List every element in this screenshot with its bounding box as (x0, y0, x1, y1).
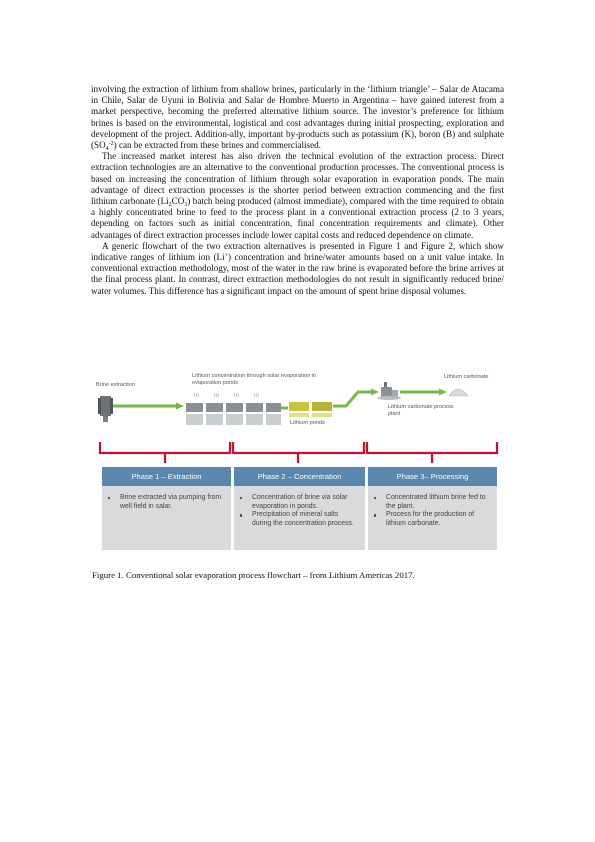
flowchart-figure (92, 364, 506, 554)
evaporation-icon (194, 393, 259, 397)
phase-1-title: Phase 1 – Extraction (102, 467, 231, 486)
phase-3-box (368, 467, 497, 550)
label-lithium-carbonate: Lithium carbonate (444, 374, 489, 380)
brine-flow-arrow (113, 403, 184, 410)
list-item: Concentrated lithium brine fed to the plant. (374, 494, 491, 511)
carbonate-flow-arrow (400, 389, 447, 396)
paragraph-3: A generic flowchart of the two extraction alternatives is presented in Figure 1 and Figure 2, which show indicative ranges of lithium ion (Li+) concentration and brine/water amounts based on a unit value intake. In conventional extraction methodology, most of the water in the raw brine is evaporated before the brine arrives at the final process plant. In contrast, direct extraction methodologies do not result in significantly reduced brine/ water volumes. This difference has a significant impact on the amount of spent brine disposal volumes. (91, 240, 504, 296)
label-brine-extraction: Brine extraction (96, 382, 135, 388)
phase-1-list (108, 494, 225, 511)
body-text (91, 84, 504, 297)
evaporation-ponds (186, 403, 281, 425)
phase-2-title: Phase 2 – Concentration (234, 467, 365, 486)
lithium-ponds (289, 402, 332, 417)
label-solar-concentration: Lithium concentration through solar evaporation in evaporation ponds (192, 373, 317, 386)
phase-brackets (100, 442, 497, 463)
figure-caption: Figure 1. Conventional solar evaporation process flowchart – from Lithium Americas 2017. (92, 570, 415, 580)
paragraph-1: involving the extraction of lithium from shallow brines, particularly in the ‘lithium triangle’ – Salar de Atacama in Chile, Salar de Uyuni in Bolivia and Salar de Hombre Muerto in Argentina – have gained interest from a market perspective, becoming the preferred alternative lithium source. The investor’s preference for lithium brines is based on the environmental, logistical and cost advantages during initial prospecting, exploration and development of the project. Addition-ally, important by-products such as potassium (K), boron (B) and sulphate $(SO_4^{-2})$ can be extracted from these brines and commercialised. (91, 84, 504, 153)
phase-1-box (102, 467, 231, 550)
phase-2-box (234, 467, 365, 550)
paragraph-2: The increased market interest has also driven the technical evolution of the extraction process. Direct extraction technologies are an alternative to the conventional production processes. The conventional process is based on increasing the concentration of lithium through solar evaporation in evaporation ponds. The main advantage of direct extraction processes is the shorter period between extraction commencing and the first lithium carbonate $(Li_2CO_3)$ batch being produced (almost immediate), compared with the time required to obtain a highly concentrated brine to feed to the process plant in a conventional extraction process (2 to 3 years, depending on factors such as initial concentration, final concentration requirements and climate). Other advantages of direct extraction processes include lower capital costs and reduced dependence on climate. (91, 151, 504, 240)
label-process-plant: Lithium carbonate process plant (388, 404, 454, 417)
label-lithium-ponds: Lithium ponds (290, 420, 325, 426)
list-item: Concentration of brine via solar evaporation in ponds. (240, 494, 359, 511)
phase-3-title: Phase 3– Processing (368, 467, 497, 486)
phase-3-list (374, 494, 491, 528)
list-item: Precipitation of mineral salts during the concentration process. (240, 511, 359, 528)
list-item: Brine extracted via pumping from well field in salar. (108, 494, 225, 511)
list-item: Process for the production of lithium carbonate. (374, 511, 491, 528)
process-plant-icon (377, 382, 401, 400)
phase-2-list (240, 494, 359, 528)
plant-flow-arrow (333, 389, 379, 407)
wellhead-icon (98, 396, 113, 422)
lithium-carbonate-icon (449, 389, 468, 396)
